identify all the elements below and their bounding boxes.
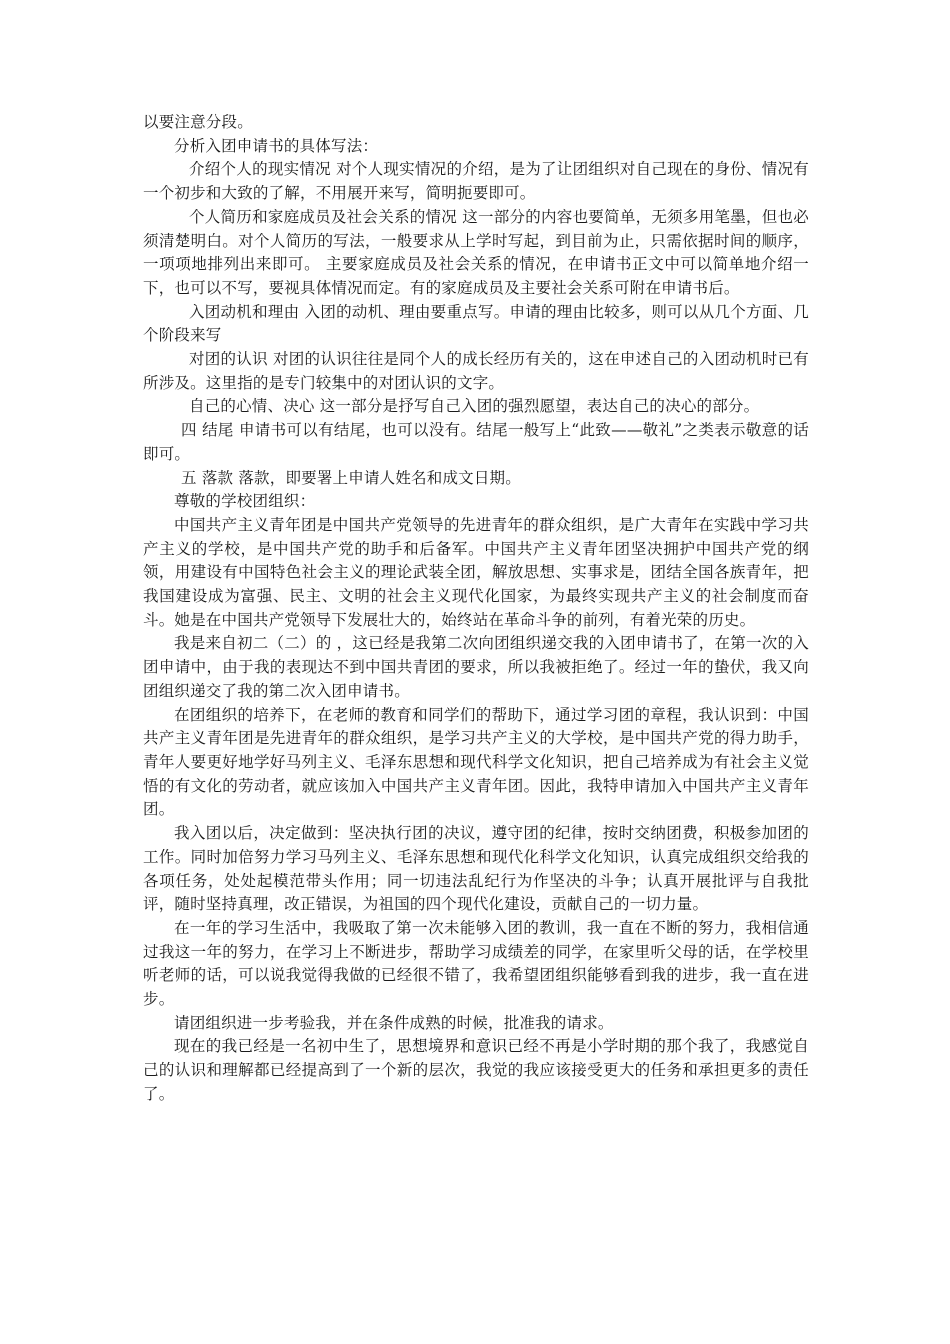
- paragraph-motivation: 入团动机和理由 入团的动机、理由要重点写。申请的理由比较多，则可以从几个方面、几个阶段来写: [143, 302, 809, 345]
- paragraph-resume-family: 个人简历和家庭成员及社会关系的情况 这一部分的内容也要简单，无须多用笔墨，但也必须清楚明白。对个人简历的写法，一般要求从上学时写起，到目前为止，只需依据时间的顺序，一项项地排列出来即可。 主要家庭成员及社会关系的情况，在申请书正文中可以简单地介绍一下，也可以不写，要视具体情况而定。有的家庭成员及主要社会关系可附在申请书后。: [143, 207, 809, 297]
- paragraph-ending: 四 结尾 申请书可以有结尾，也可以没有。结尾一般写上“此致——敬礼”之类表示敬意的话即可。: [143, 421, 809, 463]
- paragraph-personal-situation: 介绍个人的现实情况 对个人现实情况的介绍，是为了让团组织对自己现在的身份、情况有一个初步和大致的了解，不用展开来写，简明扼要即可。: [143, 160, 809, 203]
- paragraph-signature: 五 落款 落款，即要署上申请人姓名和成文日期。: [181, 468, 521, 487]
- letter-paragraph-league-intro: 中国共产主义青年团是中国共产党领导的先进青年的群众组织，是广大青年在实践中学习共产主义的学校，是中国共产党的助手和后备军。中国共产主义青年团坚决拥护中国共产党的纲领，用建设有中国特色社会主义的理论武装全团，解放思想、实事求是，团结全国各族青年，把我国建设成为富强、民主、文明的社会主义现代化国家，为最终实现共产主义的社会制度而奋斗。她是在中国共产党领导下发展壮大的，始终站在革命斗争的前列，有着光荣的历史。: [143, 515, 809, 629]
- letter-paragraph-commitments: 我入团以后，决定做到：坚决执行团的决议，遵守团的纪律，按时交纳团费，积极参加团的工作。同时加倍努力学习马列主义、毛泽东思想和现代化科学文化知识，认真完成组织交给我的各项任务，处处起模范带头作用；同一切违法乱纪行为作坚决的斗争；认真开展批评与自我批评，随时坚持真理，改正错误，为祖国的四个现代化建设，贡献自己的一切力量。: [143, 824, 809, 914]
- paragraph-determination: 自己的心情、决心 这一部分是抒写自己入团的强烈愿望，表达自己的决心的部分。: [189, 397, 760, 416]
- letter-salutation: 尊敬的学校团组织：: [174, 492, 316, 511]
- paragraph-method-heading: 分析入团申请书的具体写法：: [174, 136, 379, 155]
- paragraph-continuation: 以要注意分段。: [143, 113, 253, 131]
- letter-paragraph-responsibility: 现在的我已经是一名初中生了，思想境界和意识已经不再是小学时期的那个我了，我感觉自己的认识和理解都已经提高到了一个新的层次，我觉的我应该接受更大的任务和承担更多的责任了。: [143, 1037, 809, 1103]
- document-body: [143, 111, 809, 1107]
- letter-paragraph-request: 请团组织进一步考验我，并在条件成熟的时候，批准我的请求。: [174, 1013, 614, 1032]
- letter-paragraph-understanding: 在团组织的培养下，在老师的教育和同学们的帮助下，通过学习团的章程，我认识到：中国共产主义青年团是先进青年的群众组织，是学习共产主义的大学校，是中国共产党的得力助手，青年人要更好地学好马列主义、毛泽东思想和现代科学文化知识，把自己培养成为有社会主义觉悟的有文化的劳动者，就应该加入中国共产主义青年团。因此，我特申请加入中国共产主义青年团。: [143, 705, 809, 819]
- paragraph-understanding: 对团的认识 对团的认识往往是同个人的成长经历有关的，这在申述自己的入团动机时已有所涉及。这里指的是专门较集中的对团认识的文字。: [143, 350, 809, 392]
- letter-paragraph-progress: 在一年的学习生活中，我吸取了第一次未能够入团的教训，我一直在不断的努力，我相信通过我这一年的努力，在学习上不断进步，帮助学习成绩差的同学，在家里听父母的话，在学校里听老师的话，可以说我觉得我做的已经很不错了，我希望团组织能够看到我的进步，我一直在进步。: [143, 918, 809, 1009]
- letter-paragraph-second-application: 我是来自初二（二）的 ，这已经是我第二次向团组织递交我的入团申请书了，在第一次的入团申请中，由于我的表现达不到中国共青团的要求，所以我被拒绝了。经过一年的蛰伏，我又向团组织递交了我的第二次入团申请书。: [143, 634, 809, 700]
